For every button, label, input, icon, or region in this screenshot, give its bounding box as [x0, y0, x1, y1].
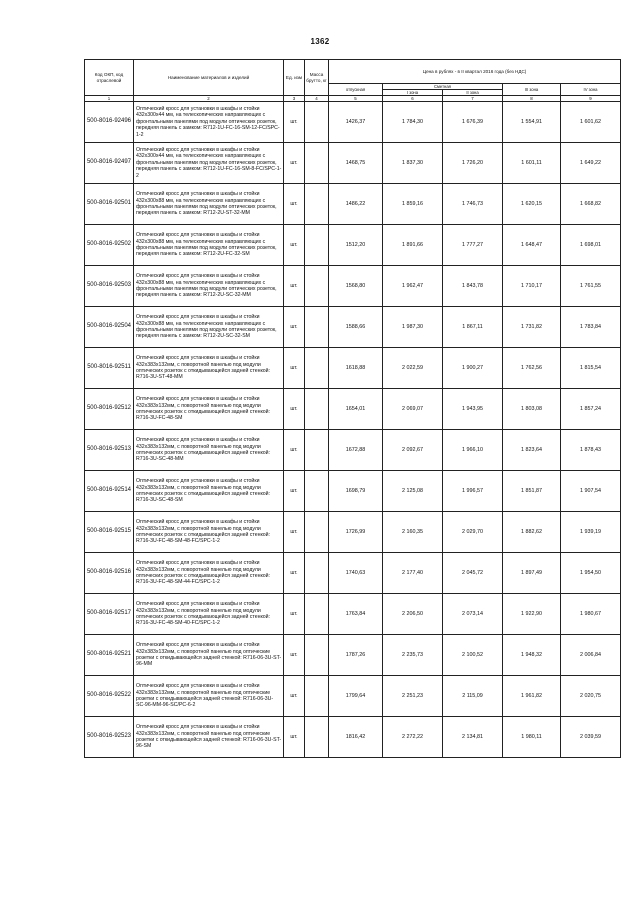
price-zone2: 2 073,14 — [443, 594, 503, 635]
price-release: 1568,80 — [329, 266, 383, 307]
item-mass — [305, 635, 329, 676]
table-row — [85, 512, 621, 553]
price-release: 1588,66 — [329, 307, 383, 348]
price-zone2: 1 867,11 — [443, 307, 503, 348]
price-zone2: 1 843,78 — [443, 266, 503, 307]
table-row — [85, 307, 621, 348]
header-unit: Ед. изм — [284, 60, 305, 96]
price-release: 1799,64 — [329, 676, 383, 717]
price-zone3: 1 554,91 — [503, 102, 561, 143]
item-code: 500-8016-92502 — [85, 225, 134, 266]
header-release: отпускная — [329, 84, 383, 96]
item-mass — [305, 348, 329, 389]
item-unit: шт. — [284, 348, 305, 389]
price-zone3: 1 897,49 — [503, 553, 561, 594]
item-code: 500-8016-92511 — [85, 348, 134, 389]
price-release: 1426,37 — [329, 102, 383, 143]
item-mass — [305, 389, 329, 430]
item-unit: шт. — [284, 184, 305, 225]
price-zone1: 2 177,40 — [383, 553, 443, 594]
price-zone3: 1 980,11 — [503, 717, 561, 758]
price-zone1: 1 891,66 — [383, 225, 443, 266]
price-release: 1698,79 — [329, 471, 383, 512]
price-zone4: 1 601,62 — [561, 102, 621, 143]
price-release: 1672,88 — [329, 430, 383, 471]
item-code: 500-8016-92513 — [85, 430, 134, 471]
item-unit: шт. — [284, 635, 305, 676]
item-code: 500-8016-92522 — [85, 676, 134, 717]
price-zone3: 1 803,08 — [503, 389, 561, 430]
header-zone2: II зона — [443, 90, 503, 96]
price-zone4: 1 668,82 — [561, 184, 621, 225]
table-row — [85, 717, 621, 758]
col-number: 8 — [503, 96, 561, 102]
item-mass — [305, 430, 329, 471]
price-release: 1512,20 — [329, 225, 383, 266]
item-unit: шт. — [284, 553, 305, 594]
price-zone1: 1 962,47 — [383, 266, 443, 307]
item-code: 500-8016-92516 — [85, 553, 134, 594]
item-unit: шт. — [284, 307, 305, 348]
price-zone2: 1 676,39 — [443, 102, 503, 143]
item-name: Оптический кросс для установки в шкафы и стойки 432х383х132мм, с поворотной панелью под модули оптических розеток с откидывающейся задней стенкой: R716-3U-SC-48-MM — [134, 430, 284, 471]
col-number: 9 — [561, 96, 621, 102]
table-row — [85, 348, 621, 389]
item-unit: шт. — [284, 143, 305, 184]
item-mass — [305, 471, 329, 512]
price-zone2: 1 726,20 — [443, 143, 503, 184]
price-zone4: 1 907,54 — [561, 471, 621, 512]
col-number: 7 — [443, 96, 503, 102]
price-zone4: 1 954,50 — [561, 553, 621, 594]
table-row — [85, 594, 621, 635]
price-zone2: 2 134,81 — [443, 717, 503, 758]
item-unit: шт. — [284, 717, 305, 758]
table-row — [85, 102, 621, 143]
item-name: Оптический кросс для установки в шкафы и стойки 432х300х44 мм, на телескопических направляющих с фронтальными панелями под модули оптических розеток, передняя панель с замком: R712-1U-FC-16-SM-12-FC/SPC-1-2 — [134, 102, 284, 143]
price-release: 1740,63 — [329, 553, 383, 594]
price-zone2: 2 045,72 — [443, 553, 503, 594]
price-zone1: 2 206,50 — [383, 594, 443, 635]
item-code: 500-8016-92501 — [85, 184, 134, 225]
item-name: Оптический кросс для установки в шкафы и стойки 432х300х88 мм, на телескопических направляющих с фронтальными панелями под модули оптических розеток, передняя панель с замком: R712-2U-SC-32-SM — [134, 307, 284, 348]
table-row — [85, 389, 621, 430]
item-code: 500-8016-92504 — [85, 307, 134, 348]
price-zone3: 1 961,82 — [503, 676, 561, 717]
item-unit: шт. — [284, 225, 305, 266]
item-name: Оптический кросс для установки в шкафы и стойки 432х383х132мм, с поворотной панелью под оптические розетки с откидывающейся задней стенкой: R716-06-3U-SC-96-MM-96-SC/PC-6-2 — [134, 676, 284, 717]
item-mass — [305, 594, 329, 635]
header-zone4: IV зона — [561, 84, 621, 96]
header-price-group: Цена в рублях - в II квартал 2016 года (без НДС) — [329, 60, 621, 84]
price-release: 1787,26 — [329, 635, 383, 676]
price-zone4: 1 649,22 — [561, 143, 621, 184]
table-row — [85, 471, 621, 512]
price-release: 1726,99 — [329, 512, 383, 553]
item-unit: шт. — [284, 512, 305, 553]
header-mass: Масса брутто, кг — [305, 60, 329, 96]
price-zone1: 1 837,30 — [383, 143, 443, 184]
item-name: Оптический кросс для установки в шкафы и стойки 432х300х88 мм, на телескопических направляющих с фронтальными панелями под модули оптических розеток, передняя панель с замком: R712-2U-FC-32-SM — [134, 225, 284, 266]
price-zone3: 1 851,87 — [503, 471, 561, 512]
header-smeta: Сметная — [383, 84, 503, 90]
price-zone1: 1 987,30 — [383, 307, 443, 348]
header-name: Наименование материалов и изделий — [134, 60, 284, 96]
item-name: Оптический кросс для установки в шкафы и стойки 432х383х132мм, с поворотной панелью под модули оптических розеток с откидывающейся задней стенкой: R716-3U-FC-48-SM-40-FC/SPC-1-2 — [134, 594, 284, 635]
item-name: Оптический кросс для установки в шкафы и стойки 432х383х132мм, с поворотной панелью под модули оптических розеток с откидывающейся задней стенкой: R716-3U-ST-48-MM — [134, 348, 284, 389]
item-mass — [305, 512, 329, 553]
price-zone4: 2 020,75 — [561, 676, 621, 717]
price-zone4: 1 698,01 — [561, 225, 621, 266]
item-unit: шт. — [284, 471, 305, 512]
item-unit: шт. — [284, 430, 305, 471]
item-mass — [305, 184, 329, 225]
table-row — [85, 676, 621, 717]
item-name: Оптический кросс для установки в шкафы и стойки 432х383х132мм, с поворотной панелью под модули оптических розеток с откидывающейся задней стенкой: R716-3U-FC-48-SM-48-FC/SPC-1-2 — [134, 512, 284, 553]
price-zone4: 1 939,19 — [561, 512, 621, 553]
item-unit: шт. — [284, 676, 305, 717]
price-zone3: 1 601,11 — [503, 143, 561, 184]
item-name: Оптический кросс для установки в шкафы и стойки 432х383х132мм, с поворотной панелью под модули оптических розеток с откидывающейся задней стенкой: R716-3U-SC-48-SM — [134, 471, 284, 512]
header-zone3: III зона — [503, 84, 561, 96]
price-zone4: 1 857,24 — [561, 389, 621, 430]
price-zone3: 1 710,17 — [503, 266, 561, 307]
price-zone2: 1 900,27 — [443, 348, 503, 389]
price-zone4: 1 815,54 — [561, 348, 621, 389]
item-name: Оптический кросс для установки в шкафы и стойки 432х383х132мм, с поворотной панелью под оптические розетки с откидывающейся задней стенкой: R716-06-3U-ST-96-SM — [134, 717, 284, 758]
price-zone3: 1 922,90 — [503, 594, 561, 635]
item-unit: шт. — [284, 389, 305, 430]
item-mass — [305, 676, 329, 717]
price-zone4: 1 761,55 — [561, 266, 621, 307]
col-number: 2 — [134, 96, 284, 102]
price-release: 1654,01 — [329, 389, 383, 430]
price-zone1: 2 022,59 — [383, 348, 443, 389]
price-zone2: 1 943,95 — [443, 389, 503, 430]
col-number: 5 — [329, 96, 383, 102]
item-mass — [305, 717, 329, 758]
price-zone3: 1 823,64 — [503, 430, 561, 471]
price-zone1: 2 069,07 — [383, 389, 443, 430]
price-zone1: 1 859,16 — [383, 184, 443, 225]
price-zone2: 2 100,52 — [443, 635, 503, 676]
item-code: 500-8016-92503 — [85, 266, 134, 307]
item-name: Оптический кросс для установки в шкафы и стойки 432х300х88 мм, на телескопических направляющих с фронтальными панелями под модули оптических розеток, передняя панель с замком: R712-2U-ST-32-MM — [134, 184, 284, 225]
table-row — [85, 635, 621, 676]
price-zone4: 2 006,84 — [561, 635, 621, 676]
item-name: Оптический кросс для установки в шкафы и стойки 432х383х132мм, с поворотной панелью под оптические розетки с откидывающейся задней стенкой: R716-06-3U-ST-96-MM — [134, 635, 284, 676]
price-zone2: 2 029,70 — [443, 512, 503, 553]
table-row — [85, 430, 621, 471]
price-zone2: 1 777,27 — [443, 225, 503, 266]
item-code: 500-8016-92496 — [85, 102, 134, 143]
price-zone4: 2 039,59 — [561, 717, 621, 758]
table-body — [85, 102, 621, 758]
price-zone4: 1 980,67 — [561, 594, 621, 635]
price-zone1: 2 125,08 — [383, 471, 443, 512]
price-zone3: 1 731,82 — [503, 307, 561, 348]
item-code: 500-8016-92512 — [85, 389, 134, 430]
item-code: 500-8016-92521 — [85, 635, 134, 676]
price-release: 1816,42 — [329, 717, 383, 758]
item-unit: шт. — [284, 266, 305, 307]
col-number: 4 — [305, 96, 329, 102]
price-zone4: 1 783,84 — [561, 307, 621, 348]
price-zone2: 2 115,09 — [443, 676, 503, 717]
item-mass — [305, 225, 329, 266]
price-zone4: 1 878,43 — [561, 430, 621, 471]
col-number: 6 — [383, 96, 443, 102]
item-code: 500-8016-92515 — [85, 512, 134, 553]
price-zone1: 2 092,67 — [383, 430, 443, 471]
price-zone1: 2 272,22 — [383, 717, 443, 758]
item-name: Оптический кросс для установки в шкафы и стойки 432х300х44 мм, на телескопических направляющих с фронтальными панелями под модули оптических розеток, передняя панель с замком: R712-1U-FC-16-SM-8-FC/SPC-1-2 — [134, 143, 284, 184]
price-zone2: 1 996,57 — [443, 471, 503, 512]
price-zone3: 1 762,56 — [503, 348, 561, 389]
table-row — [85, 553, 621, 594]
item-name: Оптический кросс для установки в шкафы и стойки 432х300х88 мм, на телескопических направляющих с фронтальными панелями под модули оптических розеток, передняя панель с замком: R712-2U-SC-32-MM — [134, 266, 284, 307]
price-zone2: 1 966,10 — [443, 430, 503, 471]
col-number: 1 — [85, 96, 134, 102]
table-row — [85, 225, 621, 266]
item-mass — [305, 307, 329, 348]
item-mass — [305, 143, 329, 184]
price-zone3: 1 648,47 — [503, 225, 561, 266]
col-number: 3 — [284, 96, 305, 102]
item-mass — [305, 266, 329, 307]
price-release: 1486,22 — [329, 184, 383, 225]
price-zone1: 2 160,35 — [383, 512, 443, 553]
price-zone3: 1 882,62 — [503, 512, 561, 553]
table-row — [85, 184, 621, 225]
header-code: Код ОКП, код отраслевой — [85, 60, 134, 96]
table-row — [85, 143, 621, 184]
item-code: 500-8016-92523 — [85, 717, 134, 758]
price-zone3: 1 620,15 — [503, 184, 561, 225]
item-name: Оптический кросс для установки в шкафы и стойки 432х383х132мм, с поворотной панелью под модули оптических розеток с откидывающейся задней стенкой: R716-3U-FC-48-SM — [134, 389, 284, 430]
item-mass — [305, 553, 329, 594]
item-unit: шт. — [284, 594, 305, 635]
header-row — [85, 60, 621, 84]
price-zone1: 2 251,23 — [383, 676, 443, 717]
price-release: 1618,88 — [329, 348, 383, 389]
price-release: 1763,84 — [329, 594, 383, 635]
price-zone1: 1 784,30 — [383, 102, 443, 143]
item-code: 500-8016-92514 — [85, 471, 134, 512]
page-number: 1362 — [310, 37, 330, 46]
price-zone1: 2 235,73 — [383, 635, 443, 676]
price-table — [84, 59, 621, 758]
item-unit: шт. — [284, 102, 305, 143]
item-name: Оптический кросс для установки в шкафы и стойки 432х383х132мм, с поворотной панелью под модули оптических розеток с откидывающейся задней стенкой: R716-3U-FC-48-SM-44-FC/SPC-1-2 — [134, 553, 284, 594]
item-code: 500-8016-92517 — [85, 594, 134, 635]
header-zone1: I зона — [383, 90, 443, 96]
price-zone2: 1 746,73 — [443, 184, 503, 225]
table-row — [85, 266, 621, 307]
price-release: 1468,75 — [329, 143, 383, 184]
item-mass — [305, 102, 329, 143]
price-zone3: 1 948,32 — [503, 635, 561, 676]
item-code: 500-8016-92497 — [85, 143, 134, 184]
